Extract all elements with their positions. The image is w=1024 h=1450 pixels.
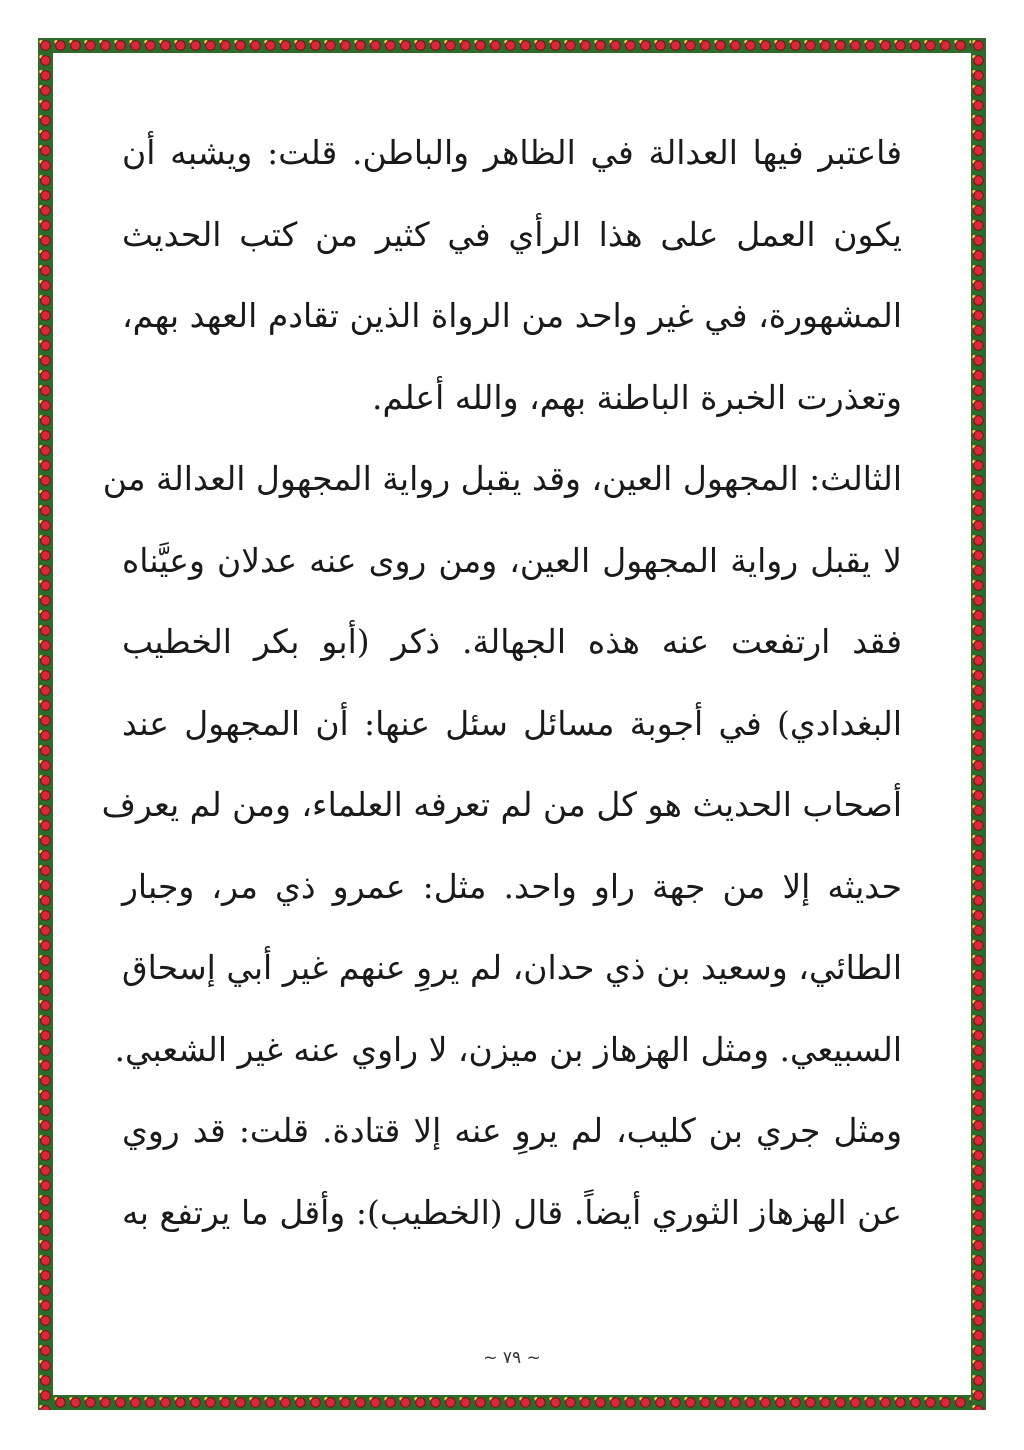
text-line: يكون العمل على هذا الرأي في كثير من كتب الحديث: [122, 214, 902, 254]
text-line: الثالث: المجهول العين، وقد يقبل رواية المجهول العدالة من: [102, 459, 902, 498]
text-line: لا يقبل رواية المجهول العين، ومن روى عنه عدلان وعيَّناه: [122, 540, 902, 580]
text-line: فاعتبر فيها العدالة في الظاهر والباطن. قلت: ويشبه أن: [122, 133, 902, 172]
border-left: [38, 38, 53, 1410]
text-line: فقد ارتفعت عنه هذه الجهالة. ذكر (أبو بكر الخطيب: [122, 622, 902, 661]
text-line: حديثه إلا من جهة راو واحد. مثل: عمرو ذي مر، وجبار: [122, 866, 902, 906]
border-bottom: [38, 1395, 986, 1410]
body-text: [101, 112, 902, 1253]
text-line: الطائي، وسعيد بن ذي حدان، لم يروِ عنهم غير أبي إسحاق: [122, 948, 902, 987]
text-line: المشهورة، في غير واحد من الرواة الذين تقادم العهد بهم،: [122, 296, 902, 335]
text-line: أصحاب الحديث هو كل من لم تعرفه العلماء، ومن لم يعرف: [101, 785, 902, 824]
text-line: السبيعي. ومثل الهزهاز بن ميزن، لا راوي عنه غير الشعبي.: [114, 1029, 902, 1069]
page-number: ~ ٧٩ ~: [483, 1348, 541, 1368]
text-line: ومثل جري بن كليب، لم يروِ عنه إلا قتادة. قلت: قد روي: [122, 1111, 902, 1150]
border-right: [971, 38, 986, 1410]
border-top: [38, 38, 986, 53]
text-line: البغدادي) في أجوبة مسائل سئل عنها: أن المجهول عند: [122, 703, 902, 743]
text-line: عن الهزهاز الثوري أيضاً. قال (الخطيب): وأقل ما يرتفع به: [122, 1192, 902, 1232]
text-line: وتعذرت الخبرة الباطنة بهم، والله أعلم.: [372, 377, 902, 417]
